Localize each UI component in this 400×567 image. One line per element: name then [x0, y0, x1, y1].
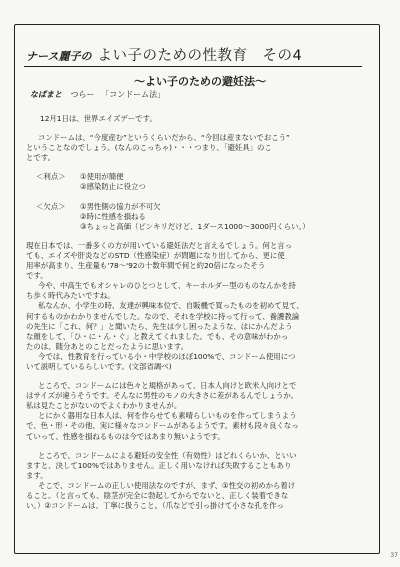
paragraph-line: 私なんか、小学生の時、友達が興味本位で、自販機で買ったものを初めて見て、 — [38, 301, 304, 311]
paragraph-line: 今や、中高生でもオシャレのひとつとして、キーホルダー型のものなんかを持 — [38, 281, 296, 291]
paragraph-line: そこで、コンドームの正しい使用法なのですが、まず、①性交の初めから着け — [38, 480, 296, 490]
article-title — [26, 44, 374, 64]
article-body — [26, 114, 376, 511]
byline — [30, 89, 165, 100]
subtitle: 〜よい子のための避妊法〜 — [134, 75, 266, 88]
paragraph-line: ということなのでしょう。(なんのこっちゃ)・・・つまり、「避妊具」のこ — [26, 143, 272, 153]
paragraph-line: い。）②コンドームは、丁寧に扱うこと。（爪などで引っ掛けて小さな孔を作っ — [26, 501, 284, 511]
paragraph-line: ち歩く時代みたいですね。 — [26, 291, 115, 301]
title-underline — [24, 66, 362, 67]
paragraph-line: とです。 — [26, 153, 55, 163]
paragraph-line: ますと、決して100%ではありません。正しく用いなければ失敗することもあり — [26, 460, 292, 470]
author-name: なぱまと — [30, 90, 62, 99]
merits-list — [26, 172, 376, 182]
page-number: 37 — [390, 552, 398, 559]
list-item: ①男性側の協力が不可欠 — [80, 201, 161, 211]
paragraph-line: 現在日本では、一番多くの方が用いている避妊法だと言えるでしょう。何と言っ — [26, 240, 292, 250]
list-item: ②感染防止に役立つ — [80, 182, 146, 192]
paragraph-line: ところで、コンドームによる避妊の安全性（有効性）はどれくらいか、といい — [38, 450, 297, 460]
paragraph-line: で、色・形・その他、実に様々なコンドームがあるようです。素材も段々良くなっ — [26, 421, 299, 431]
paragraph-line: 私は見たことがないのでよくわかりませんが。 — [26, 401, 182, 411]
series-name: ナース麗子の — [26, 50, 92, 63]
demerits-heading: ＜欠点＞ — [36, 201, 66, 211]
list-item: ①使用が簡便 — [80, 172, 124, 182]
paragraph-line: とにかく器用な日本人は、何を作らせても素晴らしいものを作ってしまうよう — [38, 411, 297, 421]
paragraph-line: いて説明しているらしいです。(文部省調べ) — [26, 361, 172, 371]
intro-line: 12月1日は、世界エイズデーです。 — [40, 114, 157, 123]
paragraph-line: ところで、コンドームには色々と規格があって、日本人向けと欧米人向けとで — [38, 381, 297, 391]
list-item: ②時に性感を損ねる — [80, 211, 146, 221]
page-title: よい子のための性教育 その4 — [97, 48, 303, 64]
paragraph-line: 今では、性教育を行っている小・中学校のほぼ100%で、コンドーム使用につ — [38, 351, 296, 361]
paragraph-line: の先生に「これ、何？」と聞いたら、先生は少し困ったような、はにかんだよう — [26, 321, 293, 331]
demerits-list — [26, 202, 376, 212]
paragraph-line: ること。（と言っても、陰茎が完全に勃起してからでないと、正しく装着できな — [26, 491, 289, 500]
author-credit: つらー — [70, 90, 95, 99]
paragraph-line: な顔をして、「ひ・に・ん・ぐ」と教えてくれました。でも、その意味がわかっ — [26, 331, 289, 341]
paragraph-line: です。 — [26, 271, 48, 281]
paragraph-line: ていって、性感を損ねるものは今ではあまり無いようです。 — [26, 431, 225, 441]
paragraph-line: はサイズが違うそうです。そんなに男性のモノの大きさに差があるんでしょうか。 — [26, 391, 299, 401]
paragraph-line: ても、エイズや肝炎などのSTD（性感染症）が問題になり出してから、更に使 — [26, 250, 285, 260]
paragraph-line: コンドームは、“今度産む”というくらいだから、“今回は産まないでおこう” — [38, 133, 290, 143]
paragraph-line: たのは、随分あとのことだったように思います。 — [26, 341, 189, 351]
list-item: ③ちょっと高価（ピンキリだけど、1ダース1000〜3000円くらい。） — [80, 221, 310, 231]
paragraph-line: 用率が高まり、生産量も'78〜'92の十数年間で何と約20倍になったそう — [26, 261, 266, 271]
paragraph-line: ます。 — [26, 470, 48, 480]
paragraph-line: 何するものかわかりませんでした。なので、それを学校に持って行って、養護教論 — [26, 311, 300, 321]
topic-label: 「コンドーム法」 — [101, 90, 166, 99]
merits-heading: ＜利点＞ — [36, 172, 66, 182]
